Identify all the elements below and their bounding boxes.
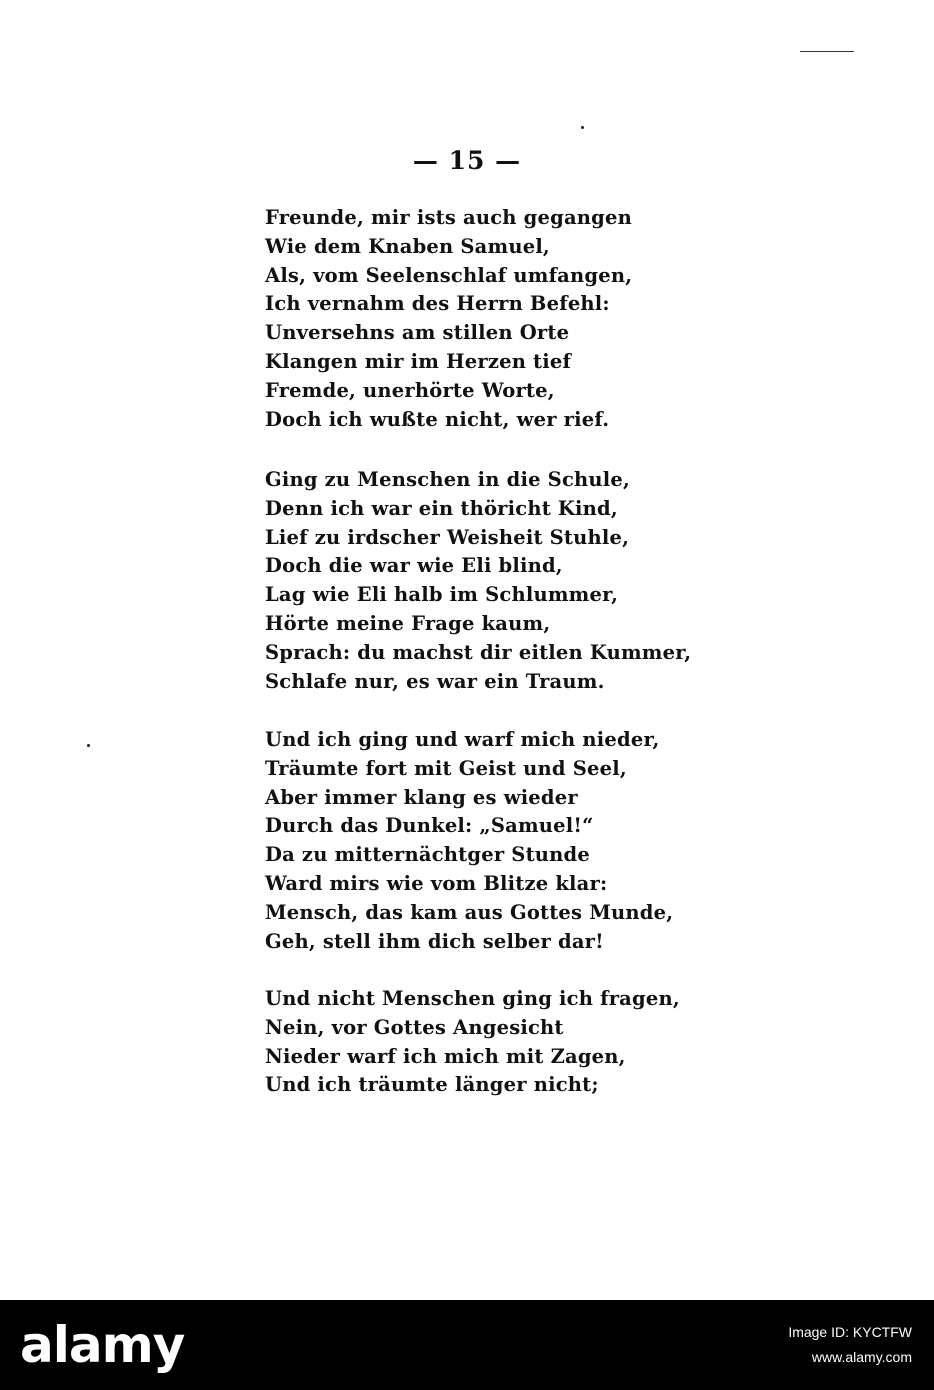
poem-line: Wie dem Knaben Samuel, — [265, 234, 550, 258]
poem-line: Ging zu Menschen in die Schule, — [265, 468, 630, 491]
poem-line: Als, vom Seelenschlaf umfangen, — [265, 263, 633, 287]
poem-line: Lief zu irdscher Weisheit Stuhle, — [265, 525, 630, 549]
poem-line: Fremde, unerhörte Worte, — [265, 378, 555, 402]
stanza-2 — [265, 466, 691, 696]
poem-line: Geh, stell ihm dich selber dar! — [265, 929, 604, 953]
print-speck — [87, 744, 90, 747]
poem-line: Klangen mir im Herzen tief — [265, 349, 572, 373]
poem-line: Durch das Dunkel: „Samuel!“ — [265, 814, 594, 838]
poem-line: Doch die war wie Eli blind, — [265, 554, 563, 578]
stanza-3 — [265, 726, 673, 956]
poem-line: Denn ich war ein thöricht Kind, — [265, 496, 618, 520]
print-speck — [581, 126, 584, 129]
poem-line: Und ich ging und warf mich nieder, — [265, 728, 660, 751]
watermark-meta — [788, 1320, 912, 1370]
poem-line: Aber immer klang es wieder — [265, 785, 578, 809]
poem-line: Lag wie Eli halb im Schlummer, — [265, 583, 619, 607]
site-url-text: www.alamy.com — [811, 1349, 912, 1365]
poem-line: Nieder warf ich mich mit Zagen, — [265, 1044, 626, 1068]
poem-line: Hörte meine Frage kaum, — [265, 611, 551, 635]
stanza-4 — [265, 985, 680, 1100]
poem-line: Ward mirs wie vom Blitze klar: — [265, 871, 608, 895]
poem-line: Doch ich wußte nicht, wer rief. — [265, 407, 610, 431]
poem-line: Träumte fort mit Geist und Seel, — [265, 756, 627, 780]
stanza-1 — [265, 204, 632, 434]
poem-line: Und ich träumte länger nicht; — [265, 1073, 599, 1097]
watermark-bar — [0, 1300, 934, 1390]
poem-line: Schlafe nur, es war ein Traum. — [265, 669, 605, 693]
corner-rule — [800, 51, 854, 52]
poem-line: Unversehns am stillen Orte — [265, 321, 570, 345]
poem-line: Ich vernahm des Herrn Befehl: — [265, 292, 610, 316]
poem-line: Und nicht Menschen ging ich fragen, — [265, 987, 680, 1010]
poem-line: Mensch, das kam aus Gottes Munde, — [265, 900, 674, 924]
poem-line: Freunde, mir ists auch gegangen — [265, 206, 632, 229]
alamy-logo: alamy — [20, 1316, 185, 1374]
page-number: — 15 — — [412, 146, 522, 175]
image-id-text: Image ID: KYCTFW — [788, 1324, 912, 1340]
poem-line: Nein, vor Gottes Angesicht — [265, 1015, 564, 1039]
poem-line: Da zu mitternächtger Stunde — [265, 843, 590, 867]
poem-line: Sprach: du machst dir eitlen Kummer, — [265, 640, 692, 664]
